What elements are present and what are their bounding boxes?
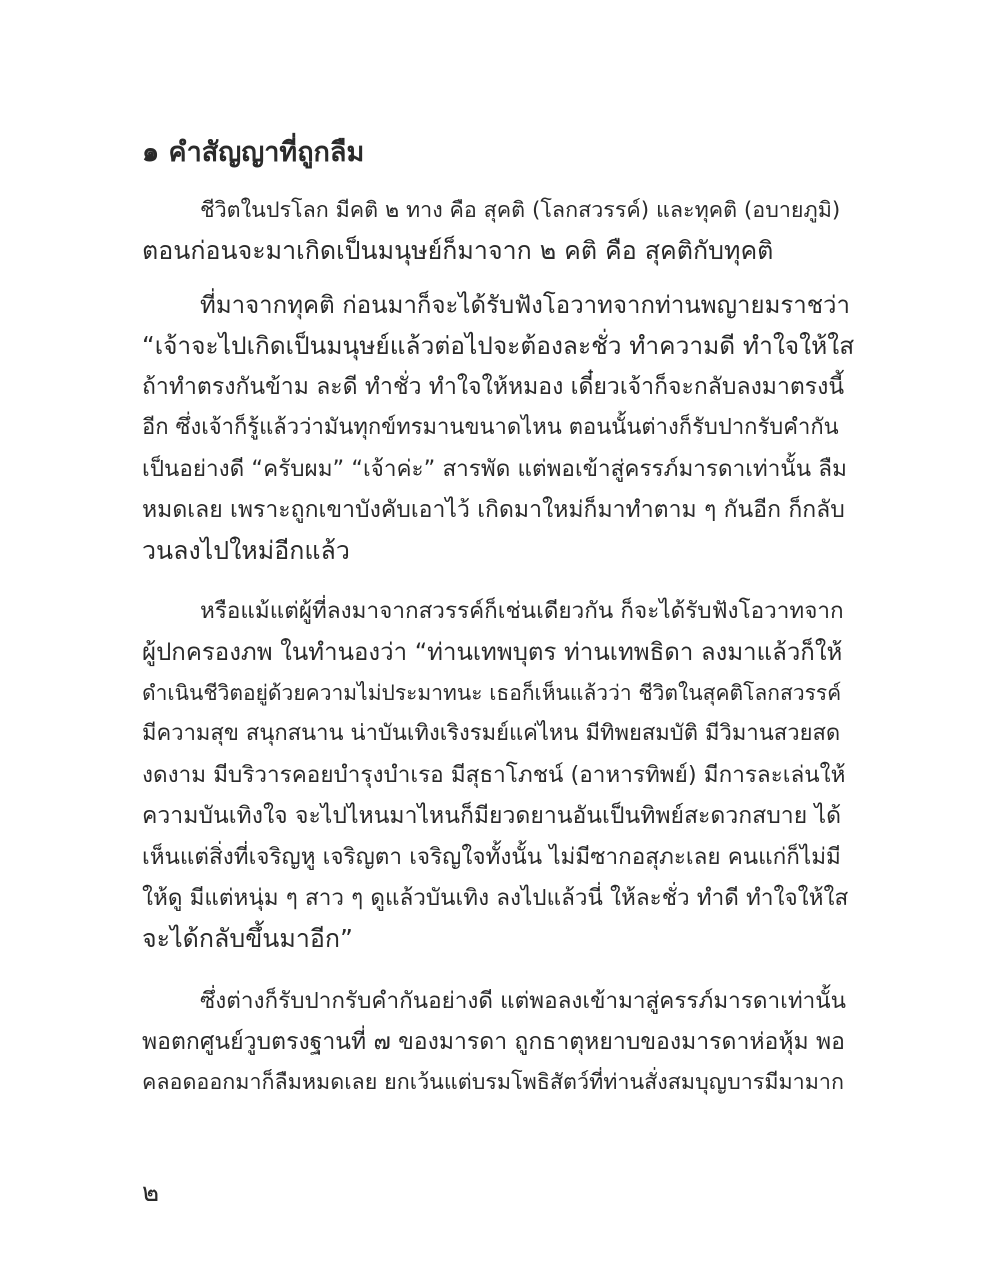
text-line: งดงาม มีบริวารคอยบำรุงบำเรอ มีสุธาโภชน์ (อาหารทิพย์) มีการละเล่นให้ — [142, 762, 846, 788]
text-line: จะได้กลับขึ้นมาอีก” — [142, 924, 354, 953]
text-line: คลอดออกมาก็ลืมหมดเลย ยกเว้นแต่บรมโพธิสัตว์ที่ท่านสั่งสมบุญบารมีมามาก — [142, 1070, 845, 1095]
text-line: ดำเนินชีวิตอยู่ด้วยความไม่ประมาทนะ เธอก็เห็นแล้วว่า ชีวิตในสุคติโลกสวรรค์ — [142, 681, 842, 705]
text-line: วนลงไปใหม่อีกแล้ว — [142, 536, 350, 565]
text-line: มีความสุข สนุกสนาน น่าบันเทิงเริงรมย์แค่ไหน มีทิพยสมบัติ มีวิมานสวยสด — [142, 721, 841, 746]
text-line: ตอนก่อนจะมาเกิดเป็นมนุษย์ก็มาจาก ๒ คติ คือ สุคติกับทุคติ — [142, 236, 774, 265]
text-line: หรือแม้แต่ผู้ที่ลงมาจากสวรรค์ก็เช่นเดียวกัน ก็จะได้รับฟังโอวาทจาก — [200, 598, 844, 624]
text-line: ให้ดู มีแต่หนุ่ม ๆ สาว ๆ ดูแล้วบันเทิง ลงไปแล้วนี่ ให้ละชั่ว ทำดี ทำใจให้ใส — [142, 885, 849, 911]
text-line: ความบันเทิงใจ จะไปไหนมาไหนก็มียวดยานอันเป็นทิพย์สะดวกสบาย ได้ — [142, 803, 842, 829]
text-line: ซึ่งต่างก็รับปากรับคำกันอย่างดี แต่พอลงเข้ามาสู่ครรภ์มารดาเท่านั้น — [200, 988, 847, 1014]
chapter-heading: ๑ คำสัญญาที่ถูกลืม — [142, 137, 365, 168]
text-line: ถ้าทำตรงกันข้าม ละดี ทำชั่ว ทำใจให้หมอง เดี๋ยวเจ้าก็จะกลับลงมาตรงนี้ — [142, 374, 845, 400]
text-line: ผู้ปกครองภพ ในทำนองว่า “ท่านเทพบุตร ท่านเทพธิดา ลงมาแล้วก็ให้ — [142, 638, 843, 666]
text-line: “เจ้าจะไปเกิดเป็นมนุษย์แล้วต่อไปจะต้องละชั่ว ทำความดี ทำใจให้ใส — [142, 331, 854, 360]
text-line: ที่มาจากทุคติ ก่อนมาก็จะได้รับฟังโอวาทจากท่านพญายมราชว่า — [200, 291, 850, 319]
page-number: ๒ — [142, 1178, 160, 1208]
text-line: เห็นแต่สิ่งที่เจริญหู เจริญตา เจริญใจทั้งนั้น ไม่มีซากอสุภะเลย คนแก่ก็ไม่มี — [142, 844, 841, 870]
text-line: เป็นอย่างดี “ครับผม” “เจ้าค่ะ” สารพัด แต่พอเข้าสู่ครรภ์มารดาเท่านั้น ลืม — [142, 456, 847, 482]
text-line: พอตกศูนย์วูบตรงฐานที่ ๗ ของมารดา ถูกธาตุหยาบของมารดาห่อหุ้ม พอ — [142, 1029, 845, 1055]
text-line: ชีวิตในปรโลก มีคติ ๒ ทาง คือ สุคติ (โลกสวรรค์) และทุคติ (อบายภูมิ) — [200, 198, 841, 223]
text-line: หมดเลย เพราะถูกเขาบังคับเอาไว้ เกิดมาใหม่ก็มาทำตาม ๆ กันอีก ก็กลับ — [142, 497, 845, 523]
text-line: อีก ซึ่งเจ้าก็รู้แล้วว่ามันทุกข์ทรมานขนาดไหน ตอนนั้นต่างก็รับปากรับคำกัน — [142, 415, 839, 440]
